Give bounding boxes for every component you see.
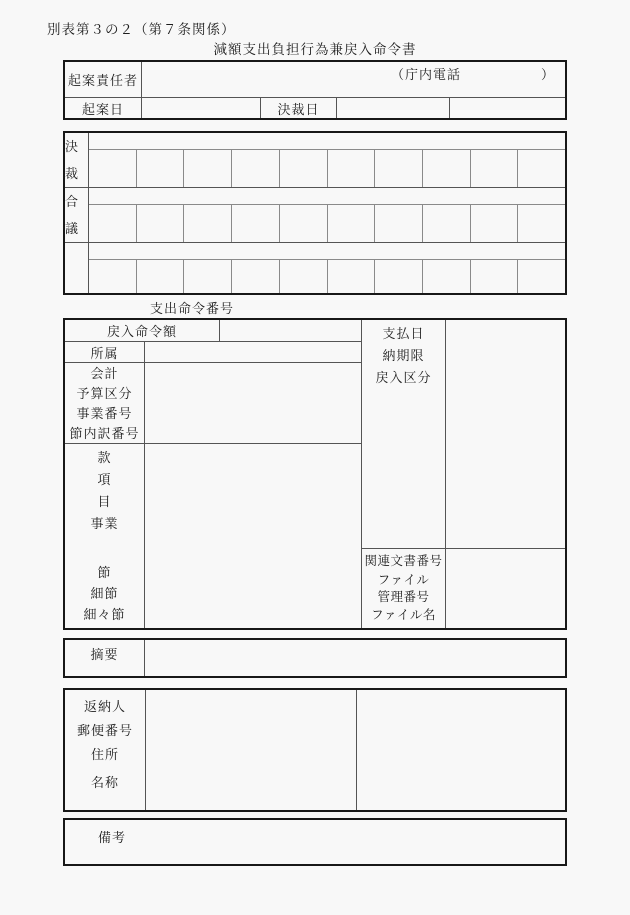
phone-close-label: ）: [540, 67, 555, 82]
return-category-label: 戻入区分: [375, 370, 432, 385]
file-name-label: ファイル名: [371, 608, 436, 622]
account-label: 会計: [90, 366, 119, 381]
extra-stamp-cell[interactable]: [183, 260, 231, 293]
approval-stamp-cell[interactable]: [470, 150, 518, 187]
postal-code-label: 郵便番号: [76, 723, 133, 738]
summary-box: [63, 638, 567, 678]
extra-stamp-cell[interactable]: [327, 260, 375, 293]
approval-stamp-cell[interactable]: [183, 150, 231, 187]
file-mgmt-number-label: ファイル 管理番号: [377, 572, 430, 604]
payment-info-field[interactable]: [446, 320, 565, 548]
name-label: 名称: [90, 775, 119, 790]
draft-date-field[interactable]: [142, 98, 261, 118]
kou-label: 項: [97, 472, 112, 487]
approval-stamp-cell[interactable]: [517, 150, 565, 187]
returner-table: [63, 688, 567, 812]
approval-stamp-cell[interactable]: [327, 150, 375, 187]
extra-stamp-cell[interactable]: [136, 260, 184, 293]
item-breakdown-number-label: 節内訳番号: [69, 426, 140, 441]
consultation-stamp-cell[interactable]: [279, 205, 327, 242]
address-label: 住所: [90, 747, 119, 762]
consultation-strip[interactable]: [89, 188, 565, 205]
consultation-stamp-cell[interactable]: [136, 205, 184, 242]
extra-stamp-row: [65, 243, 565, 293]
return-order-amount-field[interactable]: [220, 320, 361, 341]
form-title: 減額支出負担行為兼戻入命令書: [213, 42, 417, 57]
approval-label: 決裁: [65, 133, 89, 187]
draft-table: [63, 60, 567, 120]
consultation-stamp-cell[interactable]: [89, 205, 136, 242]
related-doc-number-label: 関連文書番号: [364, 554, 443, 568]
account-lower-labels: [65, 562, 144, 625]
approval-stamp-cell[interactable]: [136, 150, 184, 187]
extra-stamp-cell[interactable]: [231, 260, 279, 293]
dates-row: [65, 98, 565, 118]
approval-strip[interactable]: [89, 133, 565, 150]
appendix-header: 別表第３の２（第７条関係）: [47, 22, 236, 37]
summary-field[interactable]: [145, 640, 565, 676]
draft-date-label: 起案日: [65, 98, 142, 118]
approval-row: [65, 133, 565, 188]
setsu-label: 節: [97, 565, 112, 580]
approval-grid: [63, 131, 567, 295]
extra-stamp-cell[interactable]: [279, 260, 327, 293]
return-order-amount-label: 戻入命令額: [65, 320, 220, 341]
approval-date-field[interactable]: [337, 98, 450, 118]
consultation-stamp-cell[interactable]: [374, 205, 422, 242]
consultation-stamp-cell[interactable]: [183, 205, 231, 242]
extra-row-label: [65, 243, 89, 293]
drafter-label: 起案責任者: [65, 62, 142, 97]
budget-field[interactable]: [145, 363, 361, 443]
moku-label: 目: [97, 494, 112, 509]
phone-open-label: （庁内電話: [391, 67, 462, 82]
drafter-field[interactable]: [142, 62, 565, 97]
saisetsu-label: 細節: [90, 586, 119, 601]
returner-address-field[interactable]: [146, 690, 357, 810]
consultation-row: [65, 188, 565, 243]
approval-stamp-cell[interactable]: [279, 150, 327, 187]
approval-stamp-cell[interactable]: [231, 150, 279, 187]
extra-strip[interactable]: [89, 243, 565, 260]
project-number-label: 事業番号: [76, 406, 133, 421]
summary-label: 摘要: [90, 647, 119, 662]
consultation-stamp-cell[interactable]: [327, 205, 375, 242]
expenditure-order-number-label: 支出命令番号: [150, 301, 235, 316]
payment-date-label: 支払日: [382, 326, 425, 341]
file-info-field[interactable]: [446, 549, 565, 628]
consultation-stamp-cell[interactable]: [422, 205, 470, 242]
extra-stamp-cell[interactable]: [517, 260, 565, 293]
main-table: [63, 318, 567, 630]
budget-category-label: 予算区分: [76, 386, 133, 401]
returner-extra-field[interactable]: [357, 690, 565, 810]
extra-stamp-cell[interactable]: [374, 260, 422, 293]
drafter-row: [65, 62, 565, 98]
internal-phone[interactable]: [391, 62, 565, 97]
approval-stamp-cell[interactable]: [89, 150, 136, 187]
extra-stamp-cell[interactable]: [422, 260, 470, 293]
approval-stamp-cell[interactable]: [422, 150, 470, 187]
consultation-label: 合議: [65, 188, 89, 242]
remarks-box[interactable]: [63, 818, 567, 866]
due-date-label: 納期限: [382, 348, 425, 363]
extra-stamp-cell[interactable]: [89, 260, 136, 293]
saisaisetsu-label: 細々節: [83, 607, 126, 622]
consultation-stamp-cell[interactable]: [231, 205, 279, 242]
approval-stamp-cell[interactable]: [374, 150, 422, 187]
department-label: 所属: [65, 342, 145, 362]
approval-date-field-2[interactable]: [450, 98, 565, 118]
returner-label: 返納人: [83, 699, 126, 714]
department-field[interactable]: [145, 342, 361, 362]
budget-labels: [65, 363, 145, 443]
remarks-label: 備考: [98, 830, 127, 845]
consultation-stamp-cell[interactable]: [517, 205, 565, 242]
jigyou-label: 事業: [90, 516, 119, 531]
extra-stamp-cell[interactable]: [470, 260, 518, 293]
account-field[interactable]: [145, 444, 361, 628]
consultation-stamp-cell[interactable]: [470, 205, 518, 242]
account-upper-labels: [65, 447, 144, 535]
kan-label: 款: [97, 450, 112, 465]
approval-date-label: 決裁日: [261, 98, 337, 118]
